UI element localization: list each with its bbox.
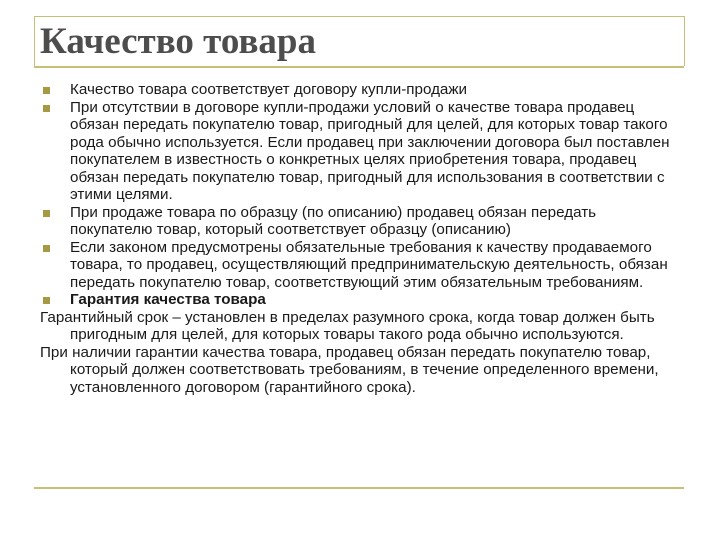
bullet-text: Если законом предусмотрены обязательные требования к качеству продаваемого товара, то продавец, осуществляющий предпринимательскую деятельность, обязан передать покупателю товар, соответствующий этим обязательным требованиям.: [70, 238, 668, 291]
bullet-text: При продаже товара по образцу (по описанию) продавец обязан передать покупателю товар, который соответствует образцу (описанию): [70, 203, 597, 238]
square-bullet-icon: [43, 210, 50, 217]
bullet-item: [40, 81, 680, 99]
slide-content: [40, 81, 680, 396]
bullet-text-heading: Гарантия качества товара: [70, 291, 266, 308]
square-bullet-icon: [43, 245, 50, 252]
square-bullet-icon: [43, 105, 50, 112]
bullet-item: [40, 239, 680, 292]
square-bullet-icon: [43, 87, 50, 94]
bullet-item: [40, 291, 680, 309]
paragraph: Гарантийный срок – установлен в пределах разумного срока, когда товар должен быть пригодным для целей, для которых товары такого рода обычно используются.: [40, 308, 655, 343]
bottom-rule: [34, 487, 684, 489]
bullet-text: При отсутствии в договоре купли-продажи условий о качестве товара продавец обязан передать покупателю товар, пригодный для целей, для которых товар такого рода обычно используется. Если продавец при заключении договора был поставлен покупателем в известность о конкретных целях приобретения товара, продавец обязан передать покупателю товар, пригодный для использования в соответствии с этими целями.: [70, 98, 670, 203]
slide-title: Качество товара: [40, 21, 317, 62]
square-bullet-icon: [43, 297, 50, 304]
frame-left-border: [34, 16, 35, 66]
paragraph: При наличии гарантии качества товара, продавец обязан передать покупателю товар, который должен соответствовать требованиям, в течение определенного времени, установленного договором (гарантийного срока).: [40, 343, 659, 396]
bullet-item: [40, 99, 680, 204]
title-rule: [34, 66, 684, 68]
bullet-text: Качество товара соответствует договору купли-продажи: [70, 81, 468, 98]
bullet-item: [40, 204, 680, 239]
frame-top-border: [34, 16, 684, 17]
frame-right-border: [684, 16, 685, 66]
